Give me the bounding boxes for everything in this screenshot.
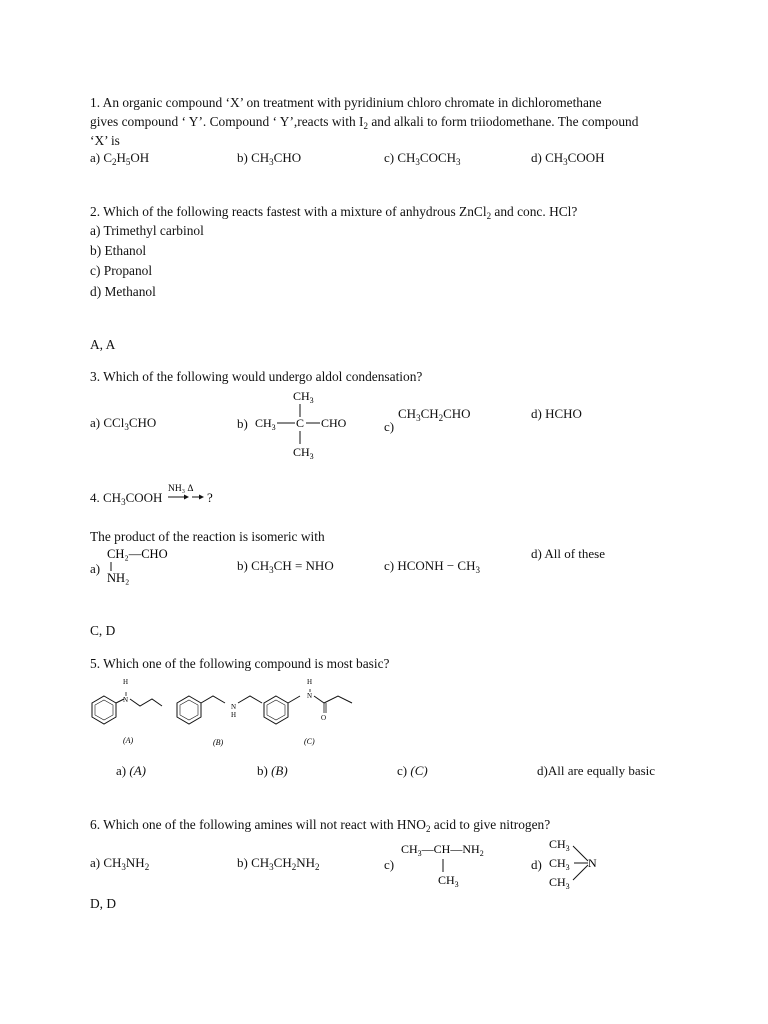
svg-text:H: H xyxy=(307,678,313,686)
q2-option-d: d) Methanol xyxy=(90,284,156,299)
q6-option-d-structure xyxy=(546,834,616,890)
q1-option-a: a) $C_2H_5OH$ xyxy=(90,150,150,167)
q6-c-top: $CH_3—CH—NH_2$ xyxy=(401,842,484,858)
q4-option-a-label: a) xyxy=(90,561,101,576)
q2-answer: A, A xyxy=(90,337,116,352)
q4-stem: 4. $CH_3COOH$ xyxy=(90,490,163,507)
q4-option-d: d) All of these xyxy=(531,546,606,561)
q3-b-right-cho: CHO xyxy=(321,416,347,430)
q5-option-a: a) (A) xyxy=(116,763,146,778)
q6-d-ch3-mid: $CH_3$ xyxy=(549,856,570,872)
q4-arrow-1-head xyxy=(184,495,189,500)
q1-option-d: d) $CH_3COOH$ xyxy=(531,150,605,167)
q5-label-c: (C) xyxy=(304,737,315,746)
q6-option-c-label: c) xyxy=(384,857,395,872)
q1-option-c: c) $CH_3COCH_3$ xyxy=(384,150,461,167)
q4-a-bottom: NH₂ xyxy=(107,571,130,585)
svg-text:N: N xyxy=(307,692,313,700)
q2-option-c: c) Propanol xyxy=(90,263,153,278)
q6-option-c-structure xyxy=(398,838,508,890)
svg-text:O: O xyxy=(321,714,327,722)
q4-product-text: The product of the reaction is isomeric with xyxy=(90,529,325,544)
q6-d-bond-bot xyxy=(573,865,588,880)
q4-arrow-2-head xyxy=(199,495,204,500)
q4-answer: C, D xyxy=(90,623,116,638)
q5-structure-b xyxy=(177,696,262,724)
q2-option-a: a) Trimethyl carbinol xyxy=(90,223,204,238)
q5-option-c: c) (C) xyxy=(397,763,428,778)
q3-option-b-label: b) xyxy=(237,416,248,431)
q3-option-d: d) HCHO xyxy=(531,406,582,421)
q5-option-d: d)All are equally basic xyxy=(537,763,656,778)
svg-text:N: N xyxy=(231,703,237,711)
q4-option-b: b) $CH_3CH$ = NHO xyxy=(237,558,334,575)
q3-b-left-ch3: $CH_3$ xyxy=(255,416,276,432)
svg-text:H: H xyxy=(231,711,237,719)
q5-option-b: b) (B) xyxy=(257,763,288,778)
q3-option-c-label: c) xyxy=(384,419,395,434)
q6-stem: 6. Which one of the following amines will not react with $HNO_2$ acid to give nitrogen? xyxy=(90,817,551,834)
q4-question-mark: ? xyxy=(207,490,213,505)
svg-text:N: N xyxy=(123,696,129,704)
q6-option-a: a) $CH_3NH_2$ xyxy=(90,855,150,872)
q2-option-b: b) Ethanol xyxy=(90,243,147,258)
q6-c-bottom: $CH_3$ xyxy=(438,873,459,889)
q3-b-center-c: C xyxy=(296,416,305,430)
q3-option-a: a) CCl$_3$CHO xyxy=(90,415,157,432)
q5-structure-c xyxy=(264,678,352,724)
q6-d-ch3-bot: $CH_3$ xyxy=(549,875,570,890)
q6-option-d-label: d) xyxy=(531,857,542,872)
q3-stem: 3. Which of the following would undergo aldol condensation? xyxy=(90,369,423,384)
q4-reagent: NH₃ Δ xyxy=(168,484,194,494)
q2-stem: 2. Which of the following reacts fastest with a mixture of anhydrous ZnCl$_2$ and conc. HCl? xyxy=(90,204,578,221)
q5-stem: 5. Which one of the following compound is most basic? xyxy=(90,656,390,671)
q3-option-c: $CH_3CH_2CHO$ xyxy=(398,406,471,423)
q4-a-top: CH₂—CHO xyxy=(107,547,168,561)
q5-structure-a xyxy=(92,678,162,724)
q4-reaction-arrows xyxy=(166,480,218,508)
q1-stem-line2: gives compound ‘ Y’. Compound ‘ Y’,reacts with $I_2$ and alkali to form triiodomethane. The compound xyxy=(90,114,639,131)
q4-option-a-structure xyxy=(102,544,182,586)
q1-stem-line1: 1. An organic compound ‘X’ on treatment with pyridinium chloro chromate in dichloromethane xyxy=(90,95,602,110)
q4-option-c: c) HCONH − $CH_3$ xyxy=(384,558,480,575)
q1-option-b: b) $CH_3CHO$ xyxy=(237,150,302,167)
q5-label-a: (A) xyxy=(123,736,134,745)
q3-option-b-structure xyxy=(250,386,360,462)
q6-d-bond-top xyxy=(573,846,588,861)
q3-b-top-ch3: $CH_3$ xyxy=(293,389,314,405)
svg-text:H: H xyxy=(123,678,129,686)
q1-stem-line3: ‘X’ is xyxy=(90,133,120,148)
q5-structures xyxy=(86,672,366,750)
q6-d-n: N xyxy=(588,856,597,870)
q5-label-b: (B) xyxy=(213,738,224,747)
q6-answer: D, D xyxy=(90,896,117,911)
q3-b-bottom-ch3: $CH_3$ xyxy=(293,445,314,461)
q6-d-ch3-top: $CH_3$ xyxy=(549,837,570,853)
q6-option-b: b) $CH_3CH_2NH_2$ xyxy=(237,855,320,872)
